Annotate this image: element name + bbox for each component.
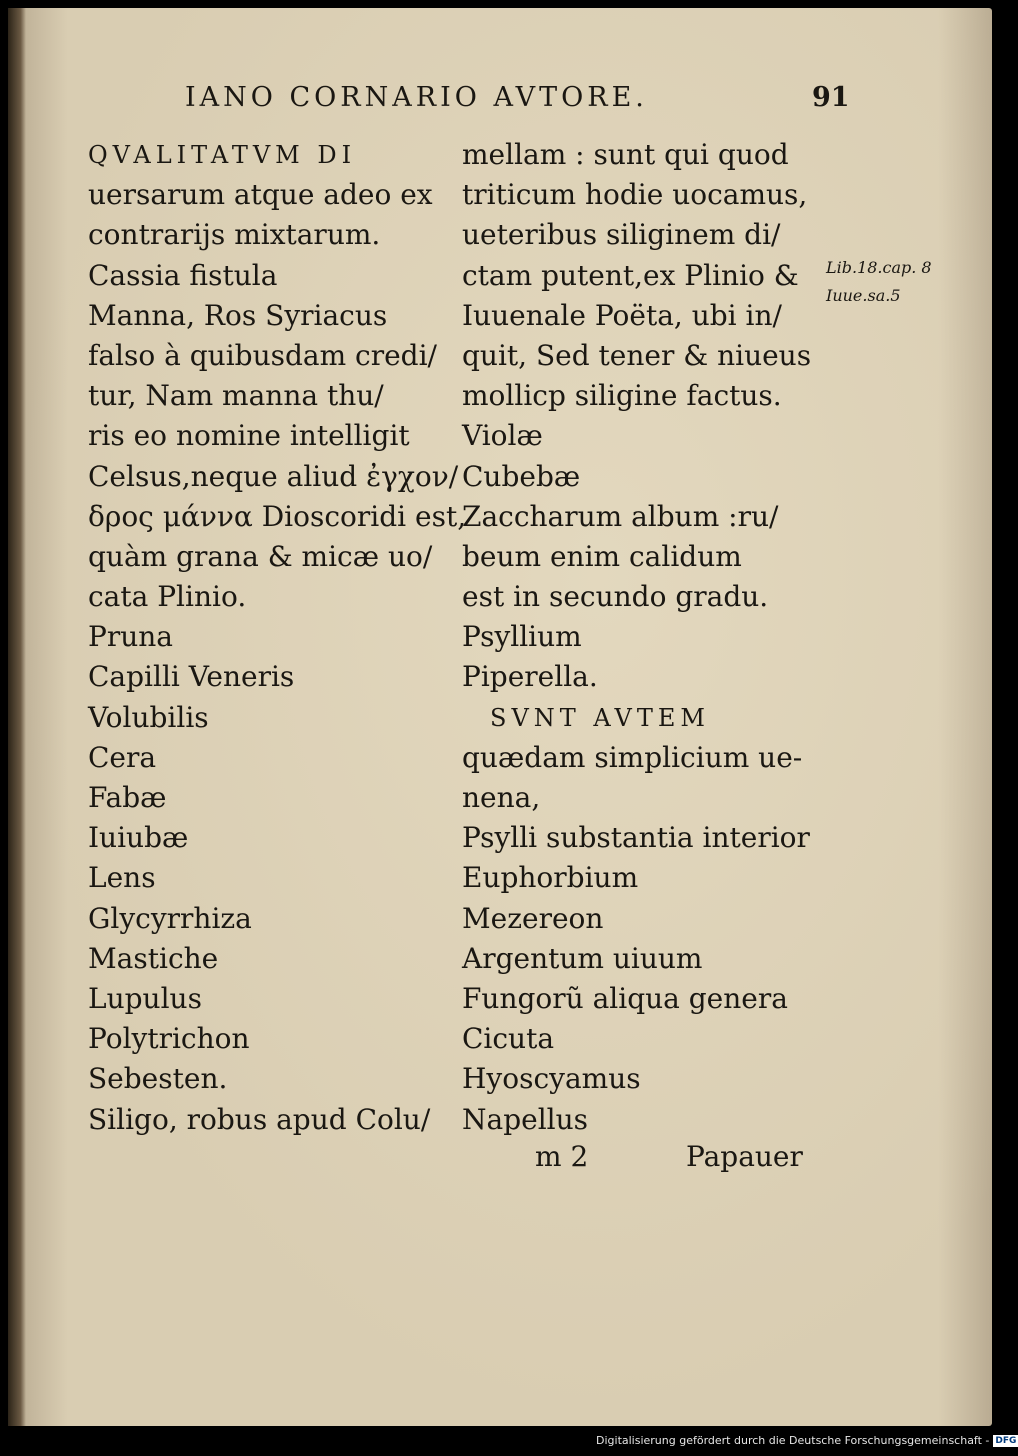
text-line: beum enim calidum	[462, 539, 742, 573]
marginal-note-pliny: Lib.18.cap. 8	[826, 258, 932, 277]
text-line: Psyllium	[462, 620, 582, 654]
text-line: δρος μάννα Dioscoridi est,	[88, 499, 467, 533]
text-line: Cicuta	[462, 1022, 555, 1056]
text-line: uersarum atque adeo ex	[88, 178, 433, 212]
text-line: Glycyrrhiza	[88, 901, 252, 935]
text-line: Fungorũ aliqua genera	[462, 981, 788, 1015]
text-line: Pruna	[88, 620, 173, 654]
text-line: Hyoscyamus	[462, 1062, 641, 1096]
text-line: tur, Nam manna thu/	[88, 379, 384, 413]
text-line: nena,	[462, 781, 541, 814]
text-line: quit, Sed tener & niueus	[462, 338, 812, 372]
text-line: Volubilis	[88, 700, 209, 734]
text-line: Mastiche	[88, 941, 219, 975]
marginal-note-juvenal: Iuue.sa.5	[826, 286, 901, 305]
text-line: Lens	[88, 861, 156, 895]
text-line: Iuuenale Poëta, ubi in/	[462, 298, 782, 332]
text-line: falso à quibusdam credi/	[88, 338, 437, 372]
text-line: Mezereon	[462, 901, 604, 935]
text-line: ris eo nomine intelligit	[88, 419, 410, 453]
dfg-credit-text: Digitalisierung gefördert durch die Deutsche Forschungsgemeinschaft -	[596, 1434, 990, 1447]
dfg-logo: DFG	[995, 1436, 1017, 1446]
text-line: ctam putent,ex Plinio &	[462, 258, 799, 292]
text-line: Zaccharum album :ru/	[462, 499, 779, 533]
text-line: cata Plinio.	[88, 580, 247, 614]
folio-number: 91	[812, 82, 850, 113]
running-head: IANO CORNARIO AVTORE.	[185, 82, 648, 113]
text-line: Cera	[88, 740, 157, 774]
text-line: Napellus	[462, 1102, 588, 1136]
text-line: Celsus,neque aliud ἐγχον/	[88, 459, 459, 493]
text-line: mollicp siligine factus.	[462, 379, 782, 413]
text-line: mellam : sunt qui quod	[462, 138, 789, 171]
text-line: Euphorbium	[462, 861, 639, 895]
text-line: Violæ	[462, 419, 543, 453]
text-line: Manna, Ros Syriacus	[88, 298, 388, 332]
text-line: Capilli Veneris	[88, 660, 295, 694]
text-line: triticum hodie uocamus,	[462, 178, 808, 212]
section-heading: SVNT AVTEM	[490, 703, 710, 732]
text-line: contrarijs mixtarum.	[88, 218, 381, 252]
text-line: ueteribus siliginem di/	[462, 218, 781, 252]
text-line: Psylli substantia interior	[462, 821, 810, 855]
text-line: Sebesten.	[88, 1062, 228, 1096]
text-line: Fabæ	[88, 781, 167, 814]
text-line: Lupulus	[88, 981, 202, 1015]
text-line: Argentum uiuum	[462, 941, 703, 975]
text-line: Cubebæ	[462, 459, 581, 493]
left-text-column	[88, 135, 466, 1140]
digitization-footer	[596, 1434, 1018, 1447]
text-line: quàm grana & micæ uo/	[88, 539, 433, 573]
text-line: est in secundo gradu.	[462, 580, 769, 614]
text-line: Siligo, robus apud Colu/	[88, 1102, 431, 1136]
text-line: Polytrichon	[88, 1022, 250, 1056]
text-line: QVALITATVM DI	[88, 141, 357, 169]
text-line: quædam simplicium ue-	[462, 740, 803, 774]
catchword: Papauer	[686, 1140, 803, 1173]
text-line: Piperella.	[462, 660, 598, 694]
signature-mark: m 2	[535, 1140, 589, 1173]
right-text-column	[462, 135, 811, 1140]
text-line: Cassia fistula	[88, 258, 278, 292]
text-line: Iuiubæ	[88, 821, 189, 855]
page-binding-shadow	[8, 8, 26, 1426]
